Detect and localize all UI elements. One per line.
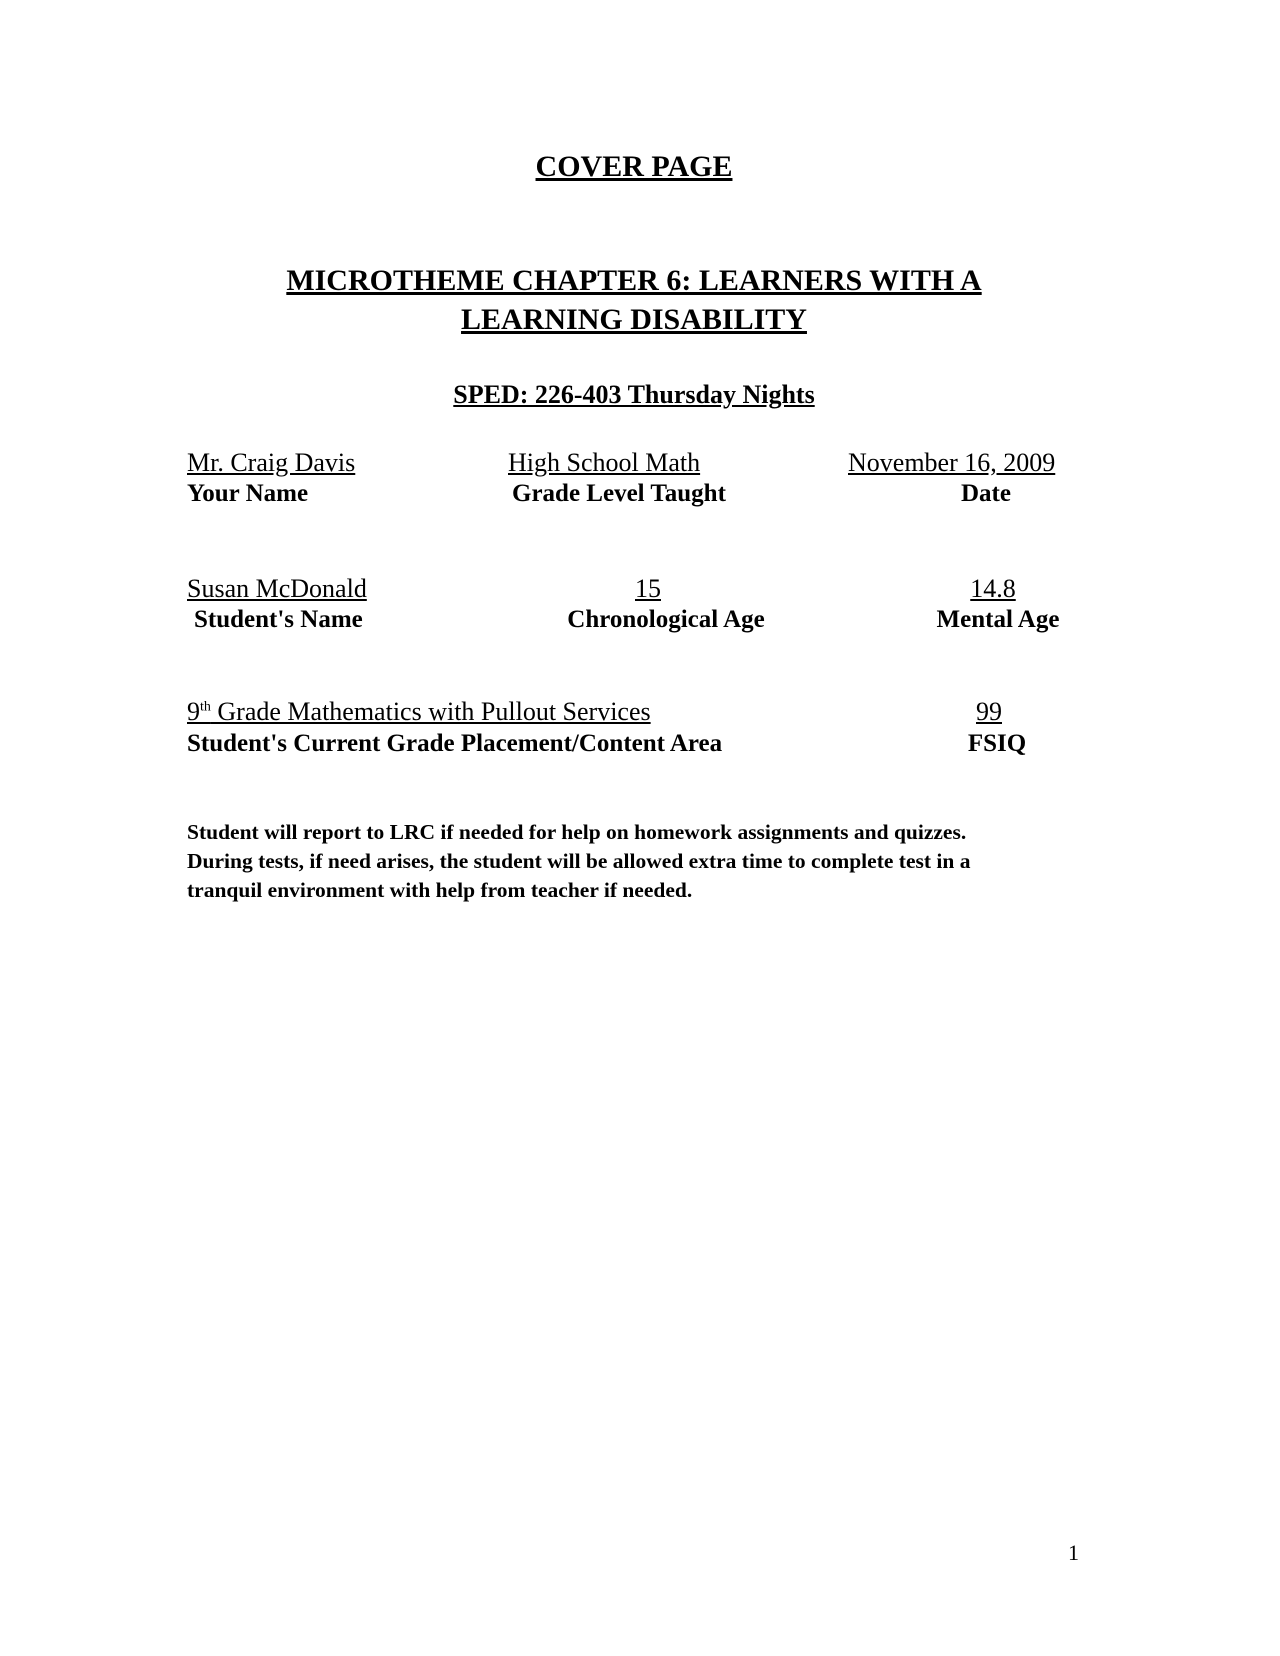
placement-superscript: th <box>200 699 211 715</box>
main-title-line2: LEARNING DISABILITY <box>461 303 807 336</box>
fsiq-value: 99 <box>976 697 1002 726</box>
placement-value <box>187 697 651 727</box>
grade-level-value: High School Math <box>508 448 701 477</box>
mental-age-label: Mental Age <box>936 606 1060 633</box>
teacher-name-value: Mr. Craig Davis <box>187 448 356 477</box>
cover-title: COVER PAGE <box>535 150 733 183</box>
placement-number: 9 <box>187 697 200 726</box>
grade-level-label: Grade Level Taught <box>512 480 726 507</box>
placement-label: Student's Current Grade Placement/Content Area <box>187 730 723 757</box>
date-value: November 16, 2009 <box>848 448 1056 477</box>
student-name-value: Susan McDonald <box>187 574 367 603</box>
chronological-age-label: Chronological Age <box>567 606 765 633</box>
teacher-name-label: Your Name <box>187 480 309 507</box>
student-name-label: Student's Name <box>194 606 363 633</box>
chronological-age-value: 15 <box>635 574 661 603</box>
fsiq-label: FSIQ <box>967 730 1027 757</box>
date-label: Date <box>961 480 1011 507</box>
main-title-line1: MICROTHEME CHAPTER 6: LEARNERS WITH A <box>286 264 982 297</box>
course-heading: SPED: 226-403 Thursday Nights <box>453 380 815 409</box>
accommodation-paragraph: Student will report to LRC if needed for help on homework assignments and quizzes. During tests, if need arises, the student will be allowed extra time to complete test in a tranquil environment with help from teacher if needed. <box>187 820 971 902</box>
placement-text: Grade Mathematics with Pullout Services <box>210 697 651 726</box>
page-number: 1 <box>1068 1540 1079 1565</box>
mental-age-value: 14.8 <box>970 574 1016 603</box>
